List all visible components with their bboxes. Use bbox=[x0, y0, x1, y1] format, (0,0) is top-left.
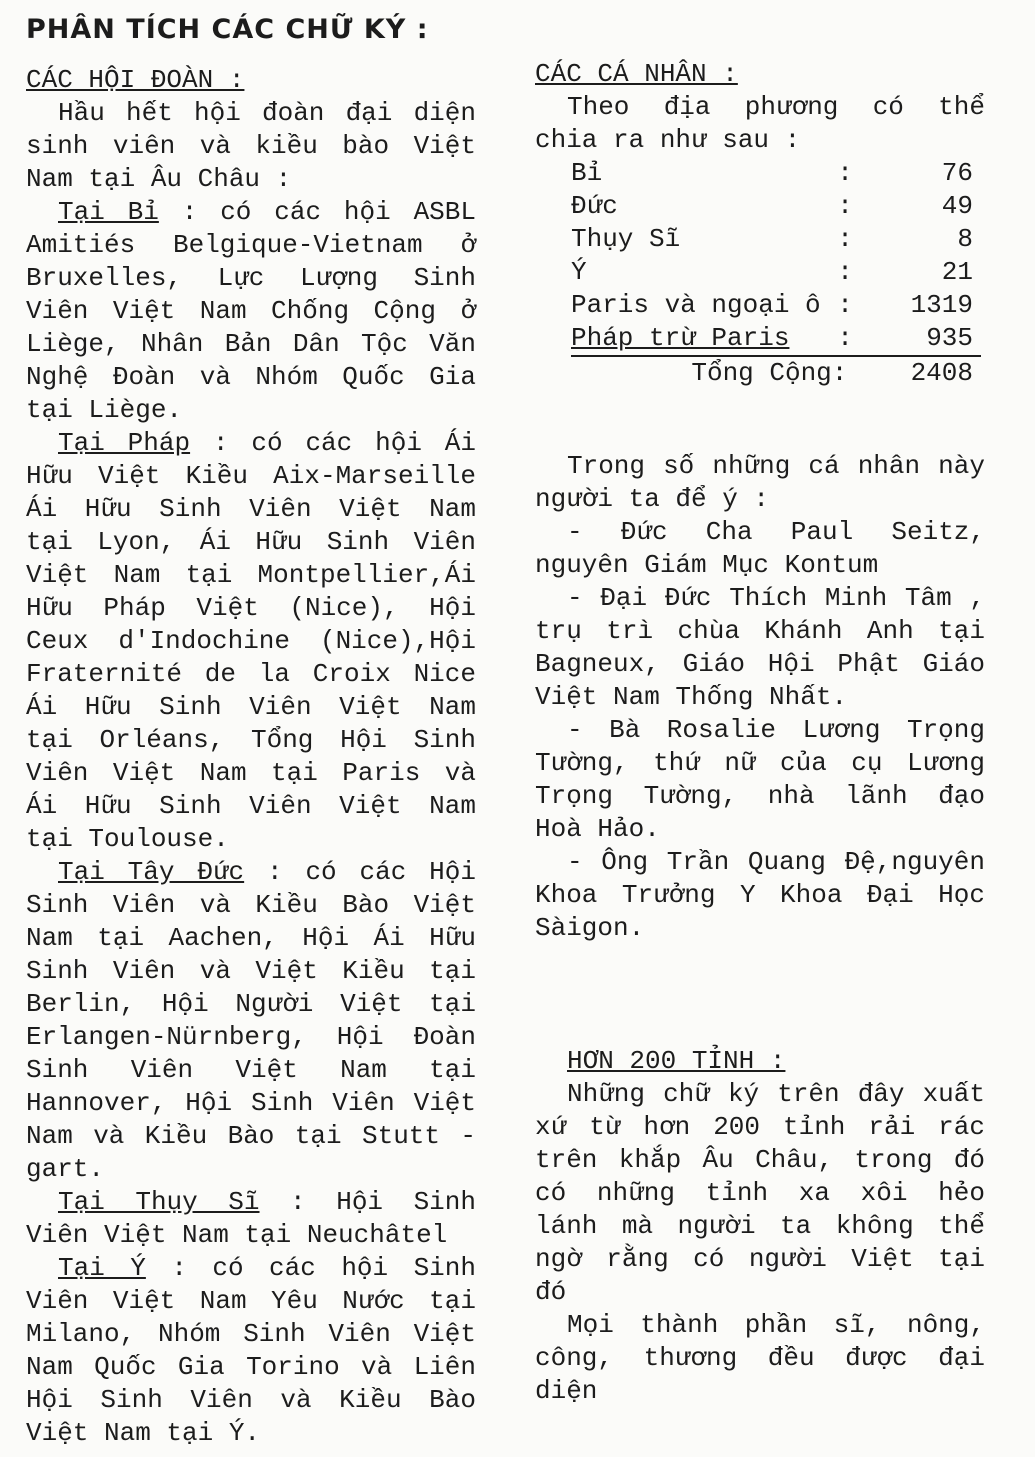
group-text: : có các Hội Sinh Viên và Kiều Bào Việt Nam tại Aachen, Hội Ái Hữu Sinh Viên và Việt Kiều tại Berlin, Hội Người Việt tại Erlangen-Nürnberg, Hội Đoàn Sinh Viên Việt Nam tại Hannover, Hội Sinh Viên Việt Nam và Kiều Bào tại Stutt - gart. bbox=[26, 857, 476, 1184]
table-row bbox=[571, 157, 981, 190]
notable-item: - Ông Trần Quang Đệ,nguyên Khoa Trưởng Y Khoa Đại Học Sàigon. bbox=[535, 847, 985, 943]
region-name: Thụy Sĩ bbox=[571, 224, 681, 254]
region-name: Đức bbox=[571, 191, 618, 221]
region-name: Pháp trừ Paris bbox=[571, 323, 790, 353]
page-title: PHÂN TÍCH CÁC CHỮ KÝ : bbox=[26, 14, 429, 45]
associations-heading: CÁC HỘI ĐOÀN : bbox=[26, 65, 245, 95]
associations-intro: Hầu hết hội đoàn đại diện sinh viên và kiều bào Việt Nam tại Âu Châu : bbox=[26, 98, 476, 194]
individuals-column bbox=[535, 58, 985, 1408]
table-row bbox=[571, 322, 981, 357]
group-italy bbox=[26, 1252, 476, 1450]
classes-text: Mọi thành phần sĩ, nông, công, thương đều được đại diện bbox=[535, 1310, 985, 1406]
colon: : bbox=[837, 257, 853, 287]
notable-item: - Đại Đức Thích Minh Tâm , trụ trì chùa Khánh Anh tại Bagneux, Giáo Hội Phật Giáo Việt Nam Thống Nhất. bbox=[535, 583, 985, 712]
region-count-table bbox=[571, 157, 981, 390]
group-france bbox=[26, 427, 476, 856]
notable-item: - Bà Rosalie Lương Trọng Tường, thứ nữ của cụ Lương Trọng Tường, nhà lãnh đạo Hoà Hảo. bbox=[535, 715, 985, 844]
individuals-heading: CÁC CÁ NHÂN : bbox=[535, 59, 738, 89]
region-count: 21 bbox=[941, 257, 973, 287]
group-text: : có các hội ASBL Amitiés Belgique-Vietnam ở Bruxelles, Lực Lượng Sinh Viên Việt Nam Chống Cộng ở Liège, Nhân Bản Dân Tộc Văn Nghệ Đoàn và Nhóm Quốc Gia tại Liège. bbox=[26, 197, 476, 425]
group-label: Tại Tây Đức bbox=[58, 857, 245, 887]
group-belgium bbox=[26, 196, 476, 427]
region-name: Ý bbox=[571, 257, 587, 287]
group-label: Tại Ý bbox=[58, 1253, 146, 1283]
notable-intro: Trong số những cá nhân này người ta để ý : bbox=[535, 451, 985, 514]
region-count: 935 bbox=[926, 323, 973, 353]
provinces-text: Những chữ ký trên đây xuất xứ từ hơn 200 tỉnh rải rác trên khắp Âu Châu, trong đó có những tỉnh xa xôi hẻo lánh mà người ta không thể ngờ rằng có người Việt tại đó bbox=[535, 1079, 985, 1307]
region-count: 49 bbox=[941, 191, 973, 221]
total-label: Tổng Cộng: bbox=[691, 358, 848, 388]
table-row bbox=[571, 190, 981, 223]
group-text: : Hội Sinh Viên Việt Nam tại Neuchâtel bbox=[26, 1187, 476, 1250]
colon: : bbox=[837, 290, 853, 320]
individuals-intro: Theo địa phương có thể chia ra như sau : bbox=[535, 92, 985, 155]
table-row bbox=[571, 256, 981, 289]
region-count: 76 bbox=[941, 158, 973, 188]
group-label: Tại Thụy Sĩ bbox=[58, 1187, 260, 1217]
colon: : bbox=[837, 158, 853, 188]
group-text: : có các hội Sinh Viên Việt Nam Yêu Nước tại Milano, Nhóm Sinh Viên Việt Nam Quốc Gia Torino và Liên Hội Sinh Viên và Kiều Bào Việt Nam tại Ý. bbox=[26, 1253, 476, 1448]
group-switzerland bbox=[26, 1186, 476, 1252]
table-row bbox=[571, 223, 981, 256]
colon: : bbox=[837, 191, 853, 221]
total-row bbox=[571, 357, 981, 390]
table-row bbox=[571, 289, 981, 322]
region-count: 8 bbox=[957, 224, 973, 254]
group-label: Tại Bỉ bbox=[58, 197, 159, 227]
total-value: 2408 bbox=[910, 358, 973, 388]
group-west-germany bbox=[26, 856, 476, 1186]
associations-column bbox=[26, 64, 476, 1450]
group-text: : có các hội Ái Hữu Việt Kiều Aix-Marseille Ái Hữu Sinh Viên Việt Nam tại Lyon, Ái Hữu Sinh Viên Việt Nam tại Montpellier,Ái Hữu Pháp Việt (Nice), Hội Ceux d'Indochine (Nice),Hội Fraternité de la Croix Nice Ái Hữu Sinh Viên Việt Nam tại Orléans, Tổng Hội Sinh Viên Việt Nam tại Paris và Ái Hữu Sinh Viên Việt Nam tại Toulouse. bbox=[26, 428, 476, 854]
region-name: Paris và ngoại ô bbox=[571, 290, 821, 320]
colon: : bbox=[837, 323, 853, 353]
provinces-heading: HƠN 200 TỈNH : bbox=[567, 1046, 786, 1076]
colon: : bbox=[837, 224, 853, 254]
region-name: Bỉ bbox=[571, 158, 603, 188]
group-label: Tại Pháp bbox=[58, 428, 191, 458]
notable-item: - Đức Cha Paul Seitz, nguyên Giám Mục Kontum bbox=[535, 517, 985, 580]
region-count: 1319 bbox=[910, 290, 973, 320]
